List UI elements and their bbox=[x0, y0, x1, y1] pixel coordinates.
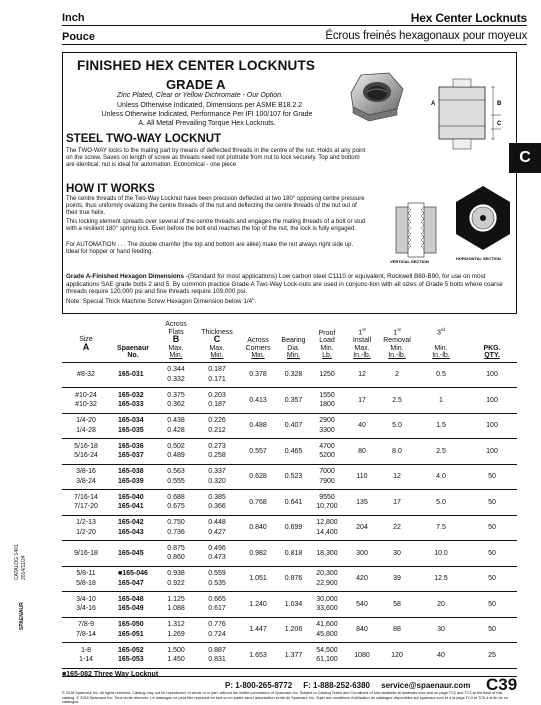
thickness-cell: 0.203 0.187 bbox=[196, 388, 238, 414]
bearing-cell: 0.465 bbox=[278, 439, 309, 465]
pkg-qty-cell: 100 bbox=[467, 413, 517, 439]
part-number-cell: 165-031 bbox=[110, 362, 156, 388]
part-number-cell: 165-050 165-051 bbox=[110, 617, 156, 643]
pkg-qty-cell: 50 bbox=[467, 592, 517, 618]
section-title: Hex Center Locknuts bbox=[410, 11, 527, 25]
removal-torque-cell: 88 bbox=[379, 617, 415, 643]
dimension-intro-heading: Grade A-Finished Hexagon Dimensions bbox=[66, 273, 185, 280]
corners-cell: 1.447 bbox=[238, 617, 278, 643]
pkg-qty-cell: 100 bbox=[467, 362, 517, 388]
col-thickness: Thickness C Max. Min. bbox=[196, 316, 238, 362]
section-title-fr: Écrous freinés hexagonaux pour moyeux bbox=[325, 30, 527, 42]
proof-load-cell: 4700 5200 bbox=[309, 439, 345, 465]
corners-cell: 0.557 bbox=[238, 439, 278, 465]
corners-cell: 0.413 bbox=[238, 388, 278, 414]
removal-torque-cell: 58 bbox=[379, 592, 415, 618]
part-number-cell: 165-052 165-053 bbox=[110, 643, 156, 669]
size-cell: 3/4-10 3/4-16 bbox=[62, 592, 110, 618]
header-row-fr bbox=[62, 29, 527, 45]
header-row-en bbox=[62, 10, 527, 26]
size-cell: #8-32 bbox=[62, 362, 110, 388]
table-footnote: ■165-082 Three Way Locknut bbox=[62, 670, 159, 678]
col-removal: 1st Removal Min. In.-lb. bbox=[379, 316, 415, 362]
install-torque-cell: 80 bbox=[345, 439, 379, 465]
table-header-row bbox=[62, 316, 517, 362]
bearing-cell: 0.407 bbox=[278, 413, 309, 439]
flats-cell: 1.312 1.269 bbox=[156, 617, 196, 643]
table-row bbox=[62, 362, 517, 388]
flats-cell: 1.125 1.088 bbox=[156, 592, 196, 618]
thickness-cell: 0.448 0.427 bbox=[196, 515, 238, 541]
vertical-section-caption: VERTICAL SECTION bbox=[390, 259, 429, 264]
pkg-qty-cell: 50 bbox=[467, 464, 517, 490]
diagram-label-c: C bbox=[497, 121, 502, 127]
proof-load-cell: 54,500 61,100 bbox=[309, 643, 345, 669]
part-number-cell: 165-040 165-041 bbox=[110, 490, 156, 516]
dimension-intro bbox=[66, 273, 514, 296]
size-cell: 9/16-18 bbox=[62, 541, 110, 567]
catalog-date: 2014/11/24 bbox=[21, 555, 27, 580]
thickness-cell: 0.496 0.473 bbox=[196, 541, 238, 567]
table-row bbox=[62, 490, 517, 516]
diagram-label-b: B bbox=[497, 101, 502, 107]
third-removal-cell: 20 bbox=[415, 592, 467, 618]
table-row bbox=[62, 439, 517, 465]
third-removal-cell: 30 bbox=[415, 617, 467, 643]
col-bearing: Bearing Dia. Min. bbox=[278, 316, 309, 362]
corners-cell: 0.628 bbox=[238, 464, 278, 490]
two-way-description: The TWO-WAY locks to the mating part by means of deflected threads in the centre of the nut. Holds at any point on the screw. Saves on length of screw as threads need not protrude from nut to lock securely. Top and bottom are identical; nut is ideal for automation. Economical - one piece bbox=[66, 148, 366, 168]
pkg-qty-cell: 50 bbox=[467, 490, 517, 516]
third-removal-cell: 10.0 bbox=[415, 541, 467, 567]
dimension-intro-text: -(Standard for most applications) Low carbon steel C1110 or equivalent, Rockwell B80-B90, for use on most applications SAE grade bolts 2 and 5. By common practice Grade A Two-Way Lock-nuts are used in conjunc-tion with all sizes of Grade 5 bolts where coarse threads require 120,000 psi and fine threads require 109,000 psi. bbox=[66, 273, 503, 295]
pkg-qty-cell: 50 bbox=[467, 541, 517, 567]
proof-load-cell: 12,800 14,400 bbox=[309, 515, 345, 541]
flats-cell: 0.438 0.428 bbox=[156, 413, 196, 439]
part-number-cell: ■165-046 165-047 bbox=[110, 566, 156, 592]
third-removal-cell: 12.5 bbox=[415, 566, 467, 592]
table-row bbox=[62, 515, 517, 541]
flats-cell: 0.875 0.860 bbox=[156, 541, 196, 567]
proof-load-cell: 2900 3300 bbox=[309, 413, 345, 439]
email-link[interactable]: service@spaenaur.com bbox=[381, 681, 471, 690]
footer-divider bbox=[62, 676, 517, 677]
section-heading-how: HOW IT WORKS bbox=[66, 183, 155, 195]
footer-contact bbox=[225, 681, 470, 690]
product-grade: GRADE A bbox=[166, 77, 226, 92]
part-number-cell: 165-032 165-033 bbox=[110, 388, 156, 414]
pkg-qty-cell: 50 bbox=[467, 566, 517, 592]
product-finish: Zinc Plated, Clear or Yellow Dichromate - Our Option. bbox=[117, 92, 283, 99]
flats-cell: 0.502 0.489 bbox=[156, 439, 196, 465]
table-row bbox=[62, 592, 517, 618]
bearing-cell: 1.034 bbox=[278, 592, 309, 618]
col-proof: Proof Load Min. Lb. bbox=[309, 316, 345, 362]
table-row bbox=[62, 643, 517, 669]
proof-load-cell: 41,600 45,800 bbox=[309, 617, 345, 643]
product-title: FINISHED HEX CENTER LOCKNUTS bbox=[77, 58, 316, 73]
proof-load-cell: 1550 1800 bbox=[309, 388, 345, 414]
size-cell: 1/4-20 1/4-28 bbox=[62, 413, 110, 439]
bearing-cell: 0.818 bbox=[278, 541, 309, 567]
flats-cell: 0.750 0.736 bbox=[156, 515, 196, 541]
bearing-cell: 0.328 bbox=[278, 362, 309, 388]
table-row bbox=[62, 566, 517, 592]
page-number: C39 bbox=[486, 675, 518, 694]
dimensions-table bbox=[62, 316, 517, 680]
copyright-text: © 2018 Spaenaur Inc. All rights reserved. Catalog may not be reproduced, in whole or in part, without the written permission of Spaenaur Inc. Subject to Catalog Terms and Conditions of Use available at spaenaur.com and on page TC2 and TC3 at the back of this catalog. © 2018 Spaenaur Inc. Tous droits réservés. Le catalogue ne peut être reproduit en tout ou en partie sans l'autorisation écrite de Spaenaur Inc. Sujet aux conditions d'utilisation du catalogue disponibles sur spaenaur.com et à la page TC4 et TC5 à la fin de ce catalogue. bbox=[62, 691, 508, 704]
table-row bbox=[62, 464, 517, 490]
col-flats: Across Flats B Max. Min. bbox=[156, 316, 196, 362]
thickness-cell: 0.776 0.724 bbox=[196, 617, 238, 643]
removal-torque-cell: 5.0 bbox=[379, 413, 415, 439]
size-cell: 7/8-9 7/8-14 bbox=[62, 617, 110, 643]
unit-label: Inch bbox=[62, 12, 85, 24]
bearing-cell: 0.523 bbox=[278, 464, 309, 490]
col-install: 1st Install Max. In.-lb. bbox=[345, 316, 379, 362]
removal-torque-cell: 30 bbox=[379, 541, 415, 567]
corners-cell: 0.768 bbox=[238, 490, 278, 516]
install-torque-cell: 540 bbox=[345, 592, 379, 618]
table-row bbox=[62, 413, 517, 439]
part-number-cell: 165-045 bbox=[110, 541, 156, 567]
dimension-standard: Unless Otherwise Indicated, Dimensions per ASME B18.2.2 bbox=[117, 102, 303, 109]
bearing-cell: 1.206 bbox=[278, 617, 309, 643]
install-torque-cell: 300 bbox=[345, 541, 379, 567]
third-removal-cell: 0.5 bbox=[415, 362, 467, 388]
pkg-qty-cell: 100 bbox=[467, 388, 517, 414]
col-third: 3rd Min. In.-lb. bbox=[415, 316, 467, 362]
horizontal-section-diagram bbox=[450, 184, 516, 264]
third-removal-cell: 2.5 bbox=[415, 439, 467, 465]
install-torque-cell: 420 bbox=[345, 566, 379, 592]
size-cell: 5/8-11 5/8-18 bbox=[62, 566, 110, 592]
flats-cell: 0.688 0.675 bbox=[156, 490, 196, 516]
thickness-cell: 0.559 0.535 bbox=[196, 566, 238, 592]
phone-number: P: 1-800-265-8772 bbox=[225, 681, 293, 690]
part-number-cell: 165-036 165-037 bbox=[110, 439, 156, 465]
col-size: Size A bbox=[62, 316, 110, 362]
thickness-cell: 0.226 0.212 bbox=[196, 413, 238, 439]
proof-load-cell: 1250 bbox=[309, 362, 345, 388]
install-torque-cell: 12 bbox=[345, 362, 379, 388]
size-cell: 5/16-18 5/16-24 bbox=[62, 439, 110, 465]
part-number-cell: 165-038 165-039 bbox=[110, 464, 156, 490]
corners-cell: 1.653 bbox=[238, 643, 278, 669]
size-cell: 1/2-13 1/2-20 bbox=[62, 515, 110, 541]
thickness-cell: 0.665 0.617 bbox=[196, 592, 238, 618]
thickness-cell: 0.337 0.320 bbox=[196, 464, 238, 490]
size-cell: #10-24 #10-32 bbox=[62, 388, 110, 414]
removal-torque-cell: 2 bbox=[379, 362, 415, 388]
thickness-cell: 0.887 0.831 bbox=[196, 643, 238, 669]
corners-cell: 1.051 bbox=[238, 566, 278, 592]
pkg-qty-cell: 50 bbox=[467, 617, 517, 643]
table-row bbox=[62, 617, 517, 643]
side-catalog-label bbox=[14, 520, 44, 630]
col-partno: Spaenaur No. bbox=[110, 316, 156, 362]
flats-cell: 1.500 1.450 bbox=[156, 643, 196, 669]
part-number-cell: 165-034 165-035 bbox=[110, 413, 156, 439]
removal-torque-cell: 22 bbox=[379, 515, 415, 541]
brand-logo: SPAENAUR bbox=[19, 602, 25, 630]
table-row bbox=[62, 388, 517, 414]
install-torque-cell: 1080 bbox=[345, 643, 379, 669]
size-cell: 7/16-14 7/17-20 bbox=[62, 490, 110, 516]
diagram-label-a: A bbox=[431, 101, 436, 107]
part-number-cell: 165-042 165-043 bbox=[110, 515, 156, 541]
size-cell: 3/8-16 3/8-24 bbox=[62, 464, 110, 490]
flats-cell: 0.344 0.332 bbox=[156, 362, 196, 388]
hex-nut-image bbox=[339, 65, 413, 125]
how-paragraph-3: For AUTOMATION . . . The double chamfer (the top and bottom are alike) make the nut always right side up. Ideal for hopper or hand feeding. bbox=[66, 242, 354, 255]
install-torque-cell: 40 bbox=[345, 413, 379, 439]
bearing-cell: 0.699 bbox=[278, 515, 309, 541]
install-torque-cell: 17 bbox=[345, 388, 379, 414]
install-torque-cell: 204 bbox=[345, 515, 379, 541]
removal-torque-cell: 120 bbox=[379, 643, 415, 669]
removal-torque-cell: 2.5 bbox=[379, 388, 415, 414]
horizontal-section-caption: HORIZONTAL SECTION bbox=[456, 256, 501, 261]
performance-standard: Unless Otherwise Indicated, Performance Per IFI 100/107 for Grade A. All Metal Prevailing Torque Hex Locknuts. bbox=[101, 111, 313, 127]
proof-load-cell: 9550 10,700 bbox=[309, 490, 345, 516]
thickness-cell: 0.273 0.258 bbox=[196, 439, 238, 465]
removal-torque-cell: 17 bbox=[379, 490, 415, 516]
table-row bbox=[62, 541, 517, 567]
third-removal-cell: 4.0 bbox=[415, 464, 467, 490]
col-corners: Across Corners Min. bbox=[238, 316, 278, 362]
removal-torque-cell: 8.0 bbox=[379, 439, 415, 465]
section-heading-two-way: STEEL TWO-WAY LOCKNUT bbox=[66, 133, 222, 145]
corners-cell: 0.378 bbox=[238, 362, 278, 388]
corners-cell: 0.840 bbox=[238, 515, 278, 541]
corners-cell: 0.982 bbox=[238, 541, 278, 567]
flats-cell: 0.938 0.922 bbox=[156, 566, 196, 592]
proof-load-cell: 18,300 bbox=[309, 541, 345, 567]
corners-cell: 0.488 bbox=[238, 413, 278, 439]
nut-dimension-diagram bbox=[425, 75, 510, 165]
flats-cell: 0.563 0.555 bbox=[156, 464, 196, 490]
size-cell: 1-8 1-14 bbox=[62, 643, 110, 669]
product-box bbox=[62, 52, 517, 314]
col-pkg: PKG. QTY. bbox=[467, 316, 517, 362]
thickness-cell: 0.187 0.171 bbox=[196, 362, 238, 388]
bearing-cell: 1.377 bbox=[278, 643, 309, 669]
third-removal-cell: 40 bbox=[415, 643, 467, 669]
how-paragraph-1: The centre threads of the Two-Way Locknut have been precision deflected at two 180° opposing centre pressure points, thus uniformly ovalizing the centre threads of the nut and deflecting the centre threads of the nut out of their true helix. bbox=[66, 196, 365, 216]
proof-load-cell: 30,000 33,600 bbox=[309, 592, 345, 618]
removal-torque-cell: 39 bbox=[379, 566, 415, 592]
section-tab[interactable]: C bbox=[509, 143, 541, 173]
third-removal-cell: 5.0 bbox=[415, 490, 467, 516]
corners-cell: 1.240 bbox=[238, 592, 278, 618]
unit-label-fr: Pouce bbox=[62, 31, 96, 43]
bearing-cell: 0.876 bbox=[278, 566, 309, 592]
flats-cell: 0.375 0.362 bbox=[156, 388, 196, 414]
third-removal-cell: 7.5 bbox=[415, 515, 467, 541]
how-paragraph-2: This locking element spreads over several of the centre threads and engages the mating threads of a bolt or stud with a resilient 180° spring lock. Even before the bolt end reaches the top of the nut, the lock is fully engaged. bbox=[66, 219, 366, 232]
bearing-cell: 0.641 bbox=[278, 490, 309, 516]
part-number-cell: 165-048 165-049 bbox=[110, 592, 156, 618]
table-footnote-row bbox=[62, 668, 517, 680]
catalog-number: CATALOG 1401 bbox=[14, 544, 20, 580]
third-removal-cell: 1.5 bbox=[415, 413, 467, 439]
install-torque-cell: 110 bbox=[345, 464, 379, 490]
pkg-qty-cell: 25 bbox=[467, 643, 517, 669]
bearing-cell: 0.357 bbox=[278, 388, 309, 414]
fax-number: F: 1-888-252-6380 bbox=[303, 681, 370, 690]
third-removal-cell: 1 bbox=[415, 388, 467, 414]
install-torque-cell: 135 bbox=[345, 490, 379, 516]
install-torque-cell: 840 bbox=[345, 617, 379, 643]
removal-torque-cell: 12 bbox=[379, 464, 415, 490]
thickness-cell: 0.385 0.366 bbox=[196, 490, 238, 516]
proof-load-cell: 7000 7900 bbox=[309, 464, 345, 490]
pkg-qty-cell: 50 bbox=[467, 515, 517, 541]
vertical-section-diagram bbox=[388, 203, 444, 265]
dimension-note: Note: Special Thick Machine Screw Hexagon Dimension below 1/4". bbox=[66, 298, 257, 305]
pkg-qty-cell: 100 bbox=[467, 439, 517, 465]
proof-load-cell: 20,300 22,900 bbox=[309, 566, 345, 592]
